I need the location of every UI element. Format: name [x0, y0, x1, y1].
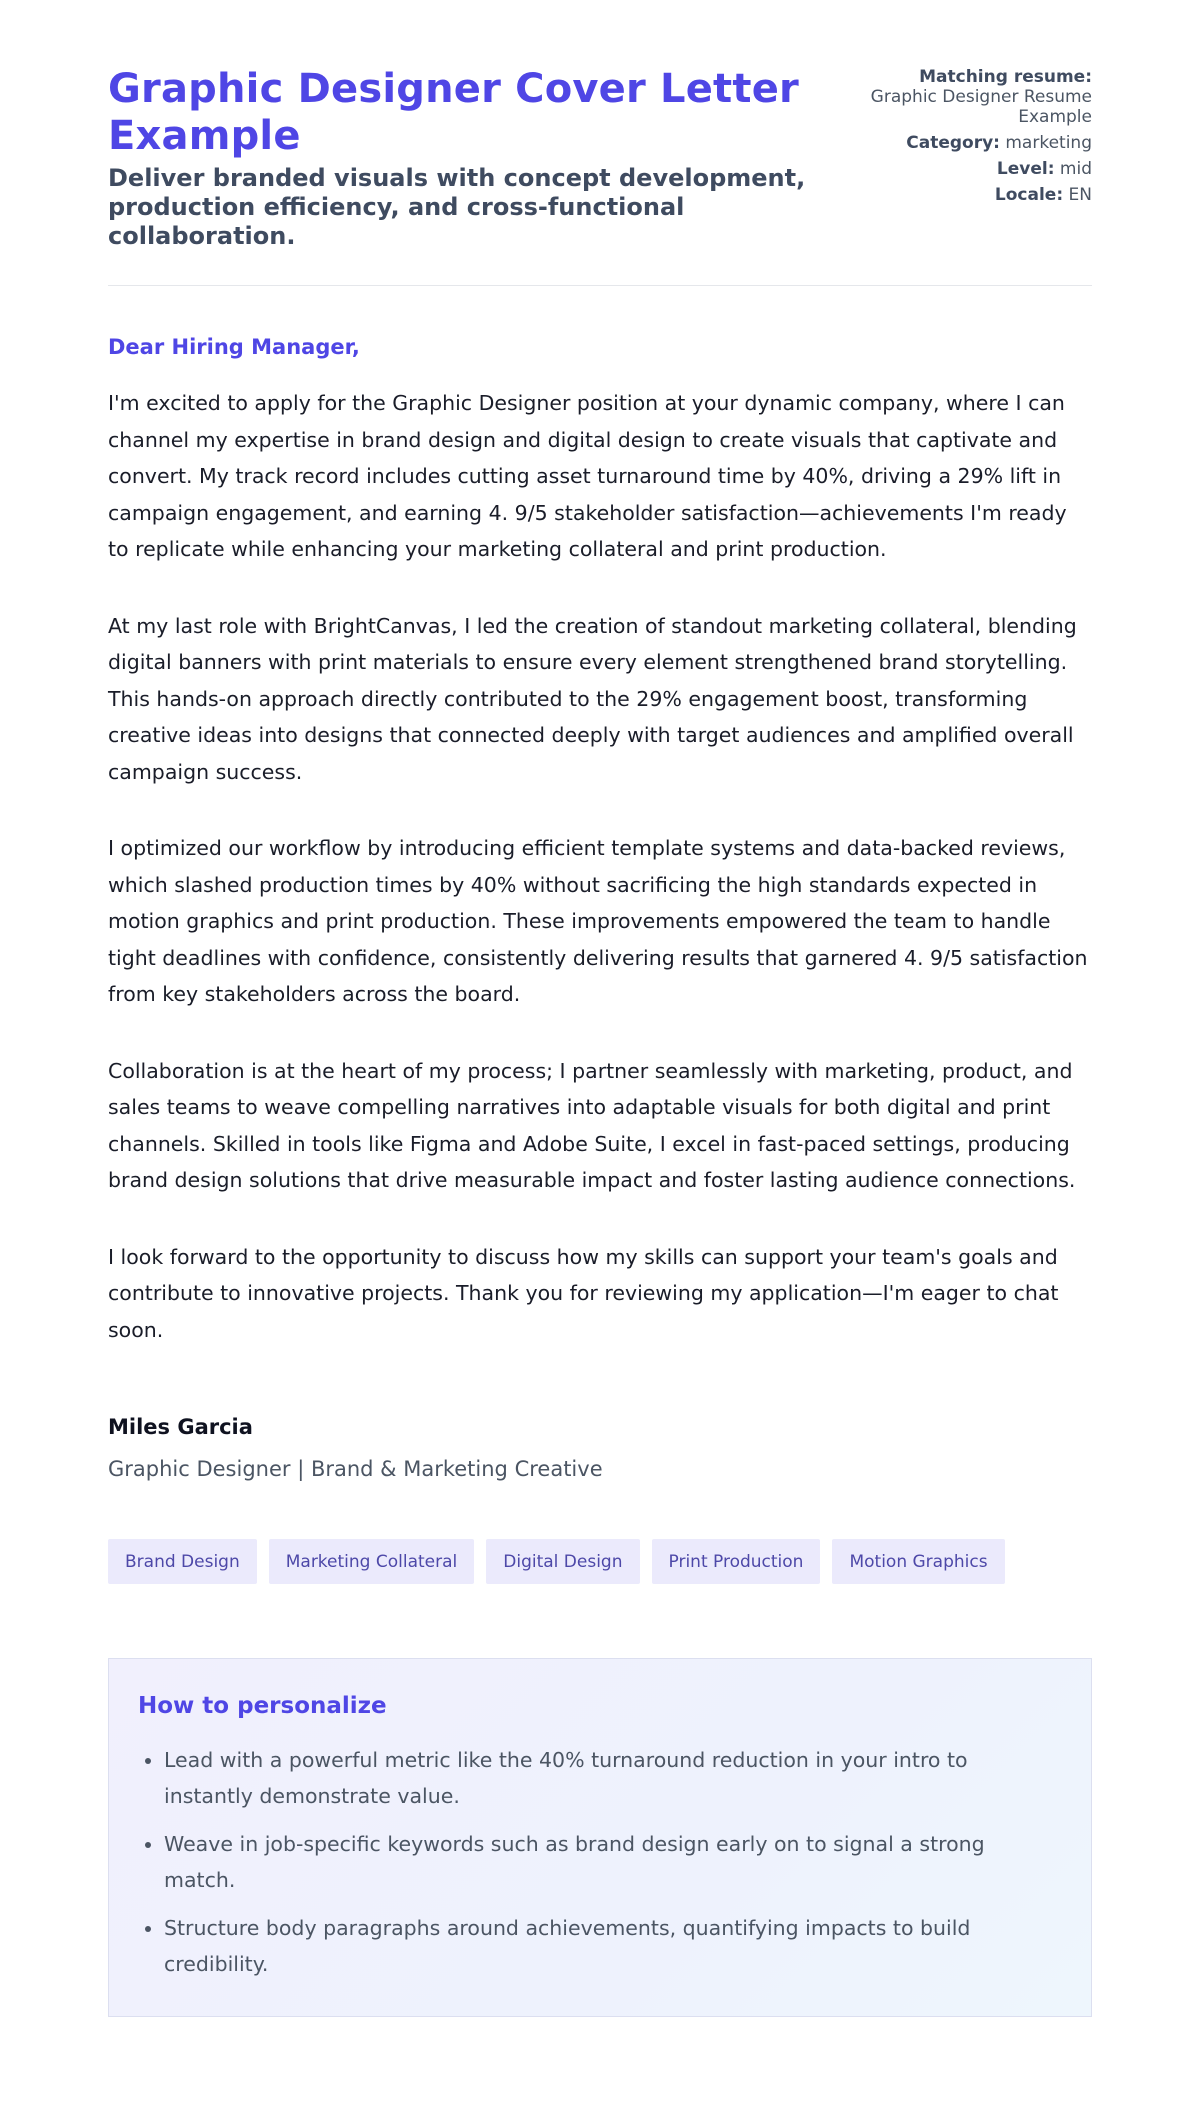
matching-resume-label: Matching resume:: [919, 67, 1092, 87]
meta-category: [832, 133, 1092, 153]
signature-name: Miles Garcia: [108, 1415, 253, 1439]
category-label: Category:: [906, 133, 1000, 153]
personalize-tips-box: [108, 1658, 1092, 2017]
tips-title: How to personalize: [138, 1693, 387, 1719]
meta-level: [832, 159, 1092, 179]
skill-tag: Brand Design: [108, 1539, 257, 1584]
skill-tag: Print Production: [652, 1539, 821, 1584]
letter-paragraph: I'm excited to apply for the Graphic Designer position at your dynamic company, where I can channel my expertise in brand design and digital design to create visuals that captivate and convert. My track record includes cutting asset turnaround time by 40%, driving a 29% lift in campaign engagement, and earning 4. 9/5 stakeholder satisfaction—achievements I'm ready to replicate while enhancing your marketing collateral and print production.: [108, 391, 1067, 561]
signature-title: Graphic Designer | Brand & Marketing Creative: [108, 1457, 603, 1481]
meta-info: [832, 67, 1092, 211]
skill-tag: Motion Graphics: [832, 1539, 1004, 1584]
letter-paragraph: At my last role with BrightCanvas, I led the creation of standout marketing collateral, blending digital banners with print materials to ensure every element strengthened brand storytelling. This hands-on approach directly contributed to the 29% engagement boost, transforming creative ideas into designs that connected deeply with target audiences and amplified overall campaign success.: [108, 613, 1077, 784]
letter-paragraph: I look forward to the opportunity to discuss how my skills can support your team's goals and contribute to innovative projects. Thank you for reviewing my application—I'm eager to chat soon.: [108, 1244, 1059, 1342]
meta-locale: [832, 185, 1092, 205]
skill-tag: Marketing Collateral: [269, 1539, 475, 1584]
page-subtitle: Deliver branded visuals with concept development, production efficiency, and cross-functional collaboration.: [108, 164, 806, 250]
skill-tags: [108, 1539, 1092, 1584]
letter-paragraph: Collaboration is at the heart of my process; I partner seamlessly with marketing, product, and sales teams to weave compelling narratives into adaptable visuals for both digital and print channels. Skilled in tools like Figma and Adobe Suite, I excel in fast-paced settings, producing brand design solutions that drive measurable impact and foster lasting audience connections.: [108, 1058, 1076, 1192]
letter-paragraph: I optimized our workflow by introducing efficient template systems and data-backed reviews, which slashed production times by 40% without sacrificing the high standards expected in motion graphics and print production. These improvements empowered the team to handle tight deadlines with confidence, consistently delivering results that garnered 4. 9/5 satisfaction from key stakeholders across the board.: [108, 836, 1088, 1006]
signature: [108, 1414, 1092, 1482]
category-value: marketing: [1005, 133, 1092, 153]
header-titles: [108, 66, 808, 251]
matching-resume-value: Graphic Designer Resume Example: [870, 87, 1092, 127]
tip-item: • Structure body paragraphs around achievements, quantifying impacts to build credibility.: [164, 1910, 1062, 1982]
level-value: mid: [1059, 159, 1092, 179]
greeting: Dear Hiring Manager,: [108, 335, 360, 359]
level-label: Level:: [996, 159, 1055, 179]
locale-value: EN: [1068, 185, 1092, 205]
skill-tag: Digital Design: [486, 1539, 639, 1584]
tips-list: [138, 1742, 1062, 1982]
tip-item: • Lead with a powerful metric like the 40% turnaround reduction in your intro to instantly demonstrate value.: [164, 1742, 1062, 1814]
tip-item: • Weave in job-specific keywords such as brand design early on to signal a strong match.: [164, 1826, 1062, 1898]
page-title: Graphic Designer Cover Letter Example: [108, 66, 799, 159]
locale-label: Locale:: [994, 185, 1064, 205]
page-header: [108, 66, 1092, 286]
letter-body: [108, 334, 1092, 1482]
meta-matching-resume: [832, 67, 1092, 127]
